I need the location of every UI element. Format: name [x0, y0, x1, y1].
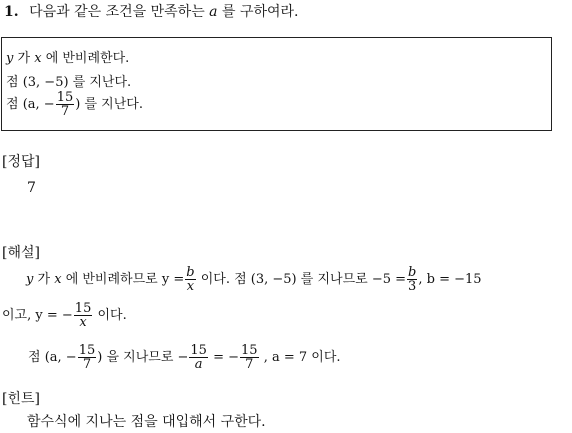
problem-statement-var: a — [209, 4, 218, 20]
exp1-t4: , b = −15 — [418, 272, 482, 287]
exp1-frac1-den: x — [186, 279, 195, 294]
problem-title — [4, 5, 299, 19]
cond1-text-a: 가 — [17, 51, 31, 66]
exp2-fraction — [74, 302, 93, 329]
exp2-frac-num: 15 — [74, 301, 92, 316]
exp3-frac3-num: 15 — [241, 343, 258, 358]
exp1-frac1-num: b — [186, 265, 195, 280]
exp1-t1: 가 — [37, 272, 51, 287]
exp1-eq-y: y = — [161, 272, 185, 287]
exp3-fraction-2 — [189, 344, 208, 371]
problem-statement-after: 를 구하여라. — [221, 4, 299, 20]
exp3-frac3-den: 7 — [240, 357, 259, 371]
cond3-open: (a, − — [22, 97, 55, 112]
cond2-text-a: 점 — [6, 75, 19, 90]
problem-number: 1. — [4, 4, 19, 20]
cond2-text-b: 를 지난다. — [72, 75, 132, 90]
exp1-var-x: x — [54, 272, 62, 287]
exp3-frac2-den: a — [189, 357, 208, 371]
exp2-frac-den: x — [74, 315, 93, 329]
exp3-t2: 을 지나므로 − — [106, 350, 189, 365]
explanation-line-1 — [26, 266, 482, 293]
exp3-frac1-num: 15 — [78, 343, 96, 358]
condition-line-1 — [6, 52, 129, 65]
exp2-eq: y = − — [35, 308, 73, 323]
exp2-t2: 이다. — [97, 308, 127, 323]
exp3-frac2-num: 15 — [190, 343, 207, 358]
exp1-frac2-den: 3 — [408, 279, 417, 294]
hint-label: [힌트] — [2, 391, 40, 407]
exp1-fraction-2 — [407, 266, 417, 293]
exp1-frac2-num: b — [408, 265, 417, 280]
condition-line-3 — [6, 91, 143, 118]
cond1-text-b: 에 반비례한다. — [45, 51, 130, 66]
exp3-open: (a, − — [44, 350, 77, 365]
exp1-var-y: y — [26, 272, 34, 287]
answer-label: [정답] — [2, 154, 40, 170]
exp3-close: ) — [97, 350, 103, 365]
explanation-label: [해설] — [2, 245, 40, 261]
exp3-fraction-3 — [240, 344, 259, 371]
cond3-text-b: 를 지난다. — [84, 97, 143, 112]
exp1-fraction-1 — [185, 266, 195, 293]
explanation-line-2 — [2, 302, 127, 329]
exp3-fraction-1 — [78, 344, 97, 371]
cond3-text-a: 점 — [6, 97, 19, 112]
cond3-close: ) — [75, 97, 81, 112]
exp1-t3: 이다. 점 (3, −5) 를 지나므로 −5 = — [200, 272, 407, 287]
cond1-var-y: y — [6, 51, 14, 66]
exp1-t2: 에 반비례하므로 — [65, 272, 158, 287]
cond3-frac-den: 7 — [56, 104, 75, 118]
problem-statement-before: 다음과 같은 조건을 만족하는 — [29, 4, 205, 20]
answer-value: 7 — [27, 180, 36, 196]
hint-text: 함수식에 지나는 점을 대입해서 구한다. — [27, 414, 266, 430]
exp2-t1: 이고, — [2, 308, 32, 323]
cond3-frac-num: 15 — [56, 90, 74, 105]
condition-line-2 — [6, 76, 131, 89]
explanation-line-3 — [28, 344, 341, 371]
exp3-eq: = − — [213, 350, 240, 365]
exp3-frac1-den: 7 — [78, 357, 97, 371]
cond1-var-x: x — [34, 51, 42, 66]
cond2-point: (3, −5) — [22, 75, 69, 90]
exp3-t3: , a = 7 이다. — [263, 350, 341, 365]
exp3-t1: 점 — [28, 350, 41, 365]
cond3-fraction — [56, 91, 75, 118]
